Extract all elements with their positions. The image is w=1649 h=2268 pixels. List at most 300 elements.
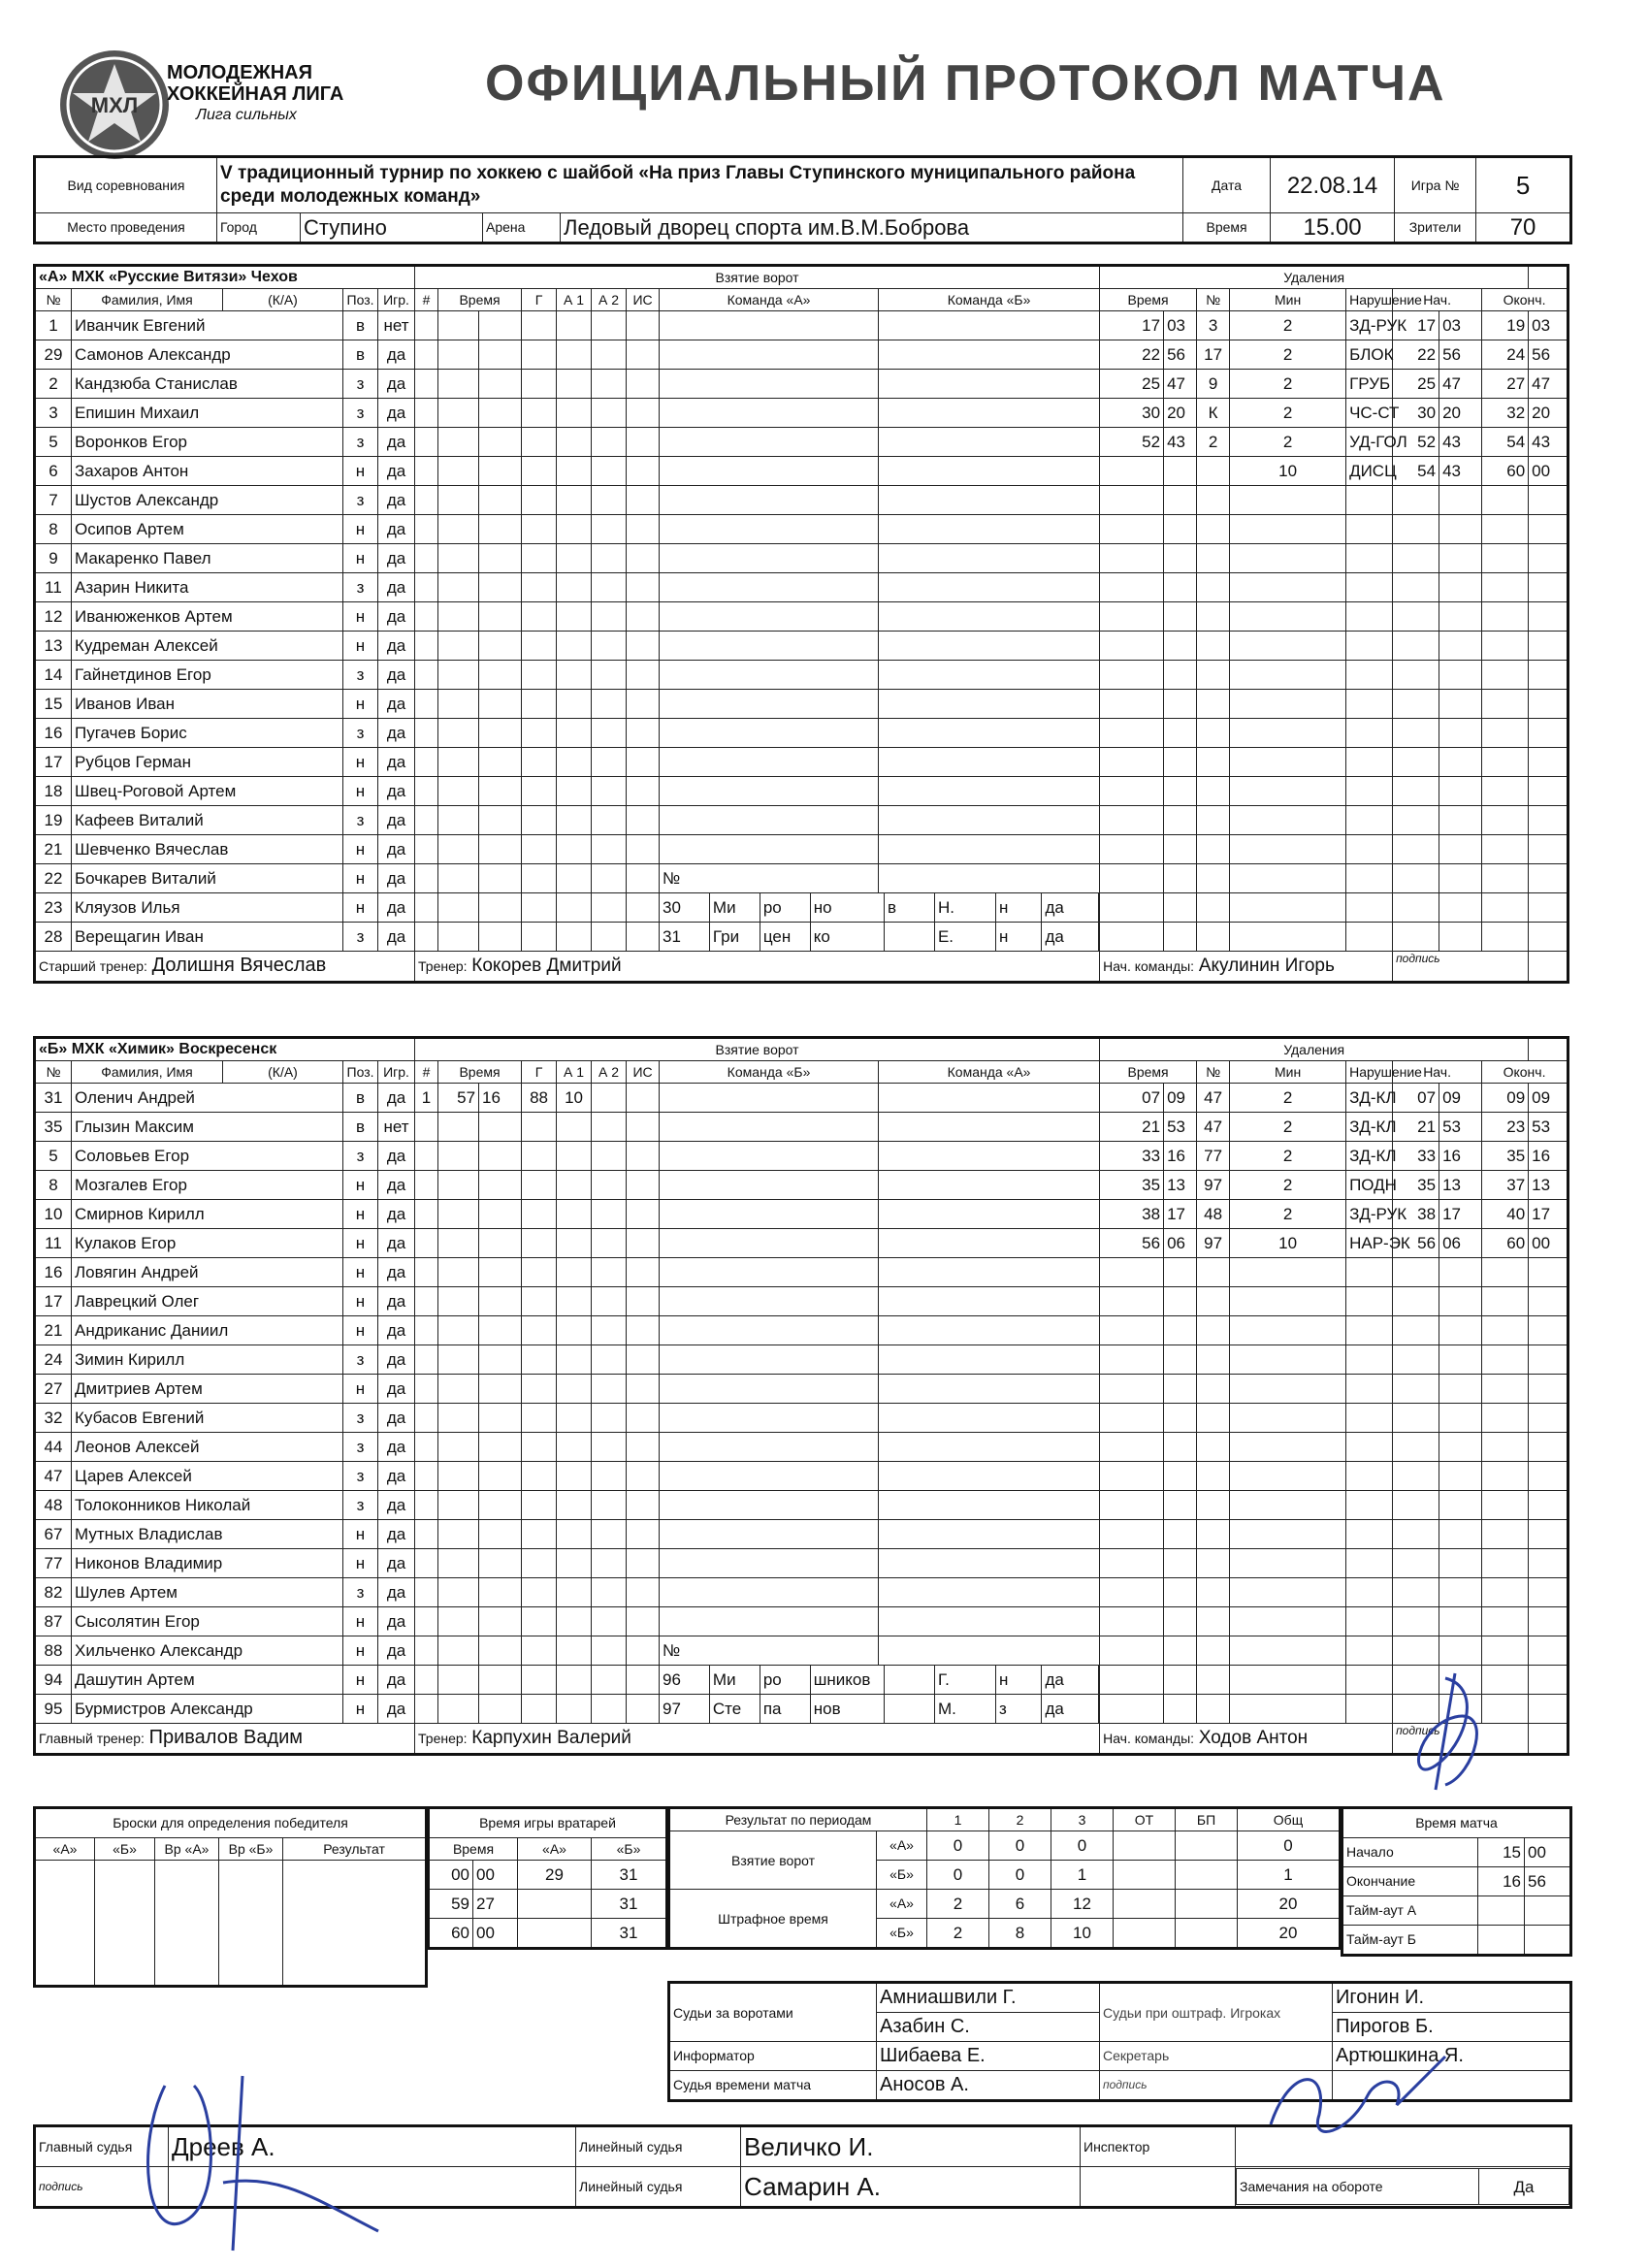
player-number: 21 [35, 835, 72, 864]
player-played: да [378, 515, 415, 544]
pen-end-min [1482, 1287, 1529, 1316]
player-name: Бочкарев Виталий [72, 864, 343, 893]
pen-minutes: 2 [1230, 1171, 1346, 1200]
teamB-col-on-ice-b: Команда «А» [879, 1061, 1100, 1084]
goalie-c6: н [995, 893, 1042, 922]
goal-scorer [522, 399, 557, 428]
goal-scorer [522, 457, 557, 486]
pen-time-min: 07 [1100, 1084, 1164, 1113]
player-position: н [343, 777, 378, 806]
player-number: 15 [35, 690, 72, 719]
pen-minutes [1230, 806, 1346, 835]
meta-table [33, 155, 1572, 244]
goal-scorer [522, 1345, 557, 1375]
teamA-col-num: № [35, 289, 72, 311]
pen-start-min [1393, 1578, 1439, 1607]
goal-time-min [438, 893, 479, 923]
goalie-c1: Ми [709, 1666, 760, 1694]
goal-situation [627, 602, 660, 632]
player-played: да [378, 632, 415, 661]
player-row [35, 311, 1568, 340]
goal-assist2 [592, 370, 627, 399]
gk-time-row3-a [518, 1919, 592, 1949]
goal-situation [627, 370, 660, 399]
goal-assist1 [557, 835, 592, 864]
pen-end-min [1482, 1462, 1529, 1491]
period-goals-a-ot [1114, 1831, 1176, 1861]
goal-situation [627, 486, 660, 515]
goal-judge-1: Амниашвили Г. [877, 1983, 1100, 2013]
player-position: з [343, 661, 378, 690]
goal-scorer [522, 311, 557, 340]
player-number: 31 [35, 1084, 72, 1113]
player-position: з [343, 1345, 378, 1375]
teamA-col-on-ice-b: Команда «Б» [879, 289, 1100, 311]
gk-time-row2-sec: 27 [473, 1890, 518, 1919]
date-value: 22.08.14 [1271, 157, 1395, 213]
pen-minutes [1230, 1287, 1346, 1316]
player-name: Шулев Артем [72, 1578, 343, 1607]
player-number: 16 [35, 1258, 72, 1287]
pen-time-min: 33 [1100, 1142, 1164, 1171]
pen-start-min [1393, 923, 1439, 952]
period-goals-a-3: 0 [1051, 1831, 1114, 1861]
pen-violation [1346, 1287, 1393, 1316]
goal-assist2 [592, 1578, 627, 1607]
pen-start-min [1393, 661, 1439, 690]
goal-time-min [438, 1666, 479, 1695]
goalie-c6: з [995, 1695, 1042, 1723]
teamA-col-pos: Поз. [343, 289, 378, 311]
goal-assist1 [557, 340, 592, 370]
goal-time-sec [479, 1258, 522, 1287]
goal-assist2 [592, 1084, 627, 1113]
goal-time-sec [479, 1229, 522, 1258]
pen-time-sec [1164, 1636, 1197, 1666]
pen-time-min: 30 [1100, 399, 1164, 428]
pen-player-no: 2 [1197, 428, 1230, 457]
pen-player-no [1197, 544, 1230, 573]
player-played: да [378, 1607, 415, 1636]
goal-assist2 [592, 1200, 627, 1229]
player-position: н [343, 1287, 378, 1316]
goal-no [415, 661, 438, 690]
pen-end-min [1482, 573, 1529, 602]
goal-assist2 [592, 835, 627, 864]
pen-time-sec [1164, 1549, 1197, 1578]
goal-situation [627, 719, 660, 748]
pen-end-sec [1529, 486, 1568, 515]
goal-assist1 [557, 1549, 592, 1578]
goal-assist2 [592, 515, 627, 544]
period-pim-a-2: 6 [989, 1890, 1051, 1919]
goal-assist1 [557, 1113, 592, 1142]
goal-time-min [438, 311, 479, 340]
goal-time-sec [479, 661, 522, 690]
goal-no [415, 1491, 438, 1520]
player-number: 27 [35, 1375, 72, 1404]
goal-time-min [438, 457, 479, 486]
pen-minutes [1230, 1316, 1346, 1345]
player-number: 7 [35, 486, 72, 515]
manager-label: Нач. команды: [1103, 1731, 1195, 1746]
goal-assist1 [557, 923, 592, 952]
player-row [35, 1287, 1568, 1316]
pen-time-min [1100, 661, 1164, 690]
pen-start-sec [1439, 602, 1482, 632]
pen-end-sec: 17 [1529, 1200, 1568, 1229]
player-position: н [343, 1200, 378, 1229]
pen-start-sec [1439, 632, 1482, 661]
period-goals-a-total: 0 [1238, 1831, 1341, 1861]
goal-time-min [438, 777, 479, 806]
teamB-col-pen-violation: Нарушение [1346, 1061, 1393, 1084]
goal-no [415, 719, 438, 748]
player-row [35, 923, 1568, 952]
goal-time-sec [479, 835, 522, 864]
player-position: н [343, 515, 378, 544]
goalie-c2: ро [760, 893, 810, 922]
pen-end-sec [1529, 777, 1568, 806]
player-name: Дмитриев Артем [72, 1375, 343, 1404]
player-position: н [343, 544, 378, 573]
signature-team-b [1377, 1669, 1523, 1795]
period-pim-b-2: 8 [989, 1919, 1051, 1949]
player-number: 88 [35, 1636, 72, 1666]
player-position: н [343, 602, 378, 632]
goal-time-min [438, 864, 479, 893]
goal-time-sec [479, 399, 522, 428]
goal-no [415, 1404, 438, 1433]
pen-end-sec: 20 [1529, 399, 1568, 428]
player-row [35, 573, 1568, 602]
goal-situation [627, 1345, 660, 1375]
pen-player-no [1197, 1433, 1230, 1462]
pen-violation [1346, 1375, 1393, 1404]
player-row [35, 632, 1568, 661]
player-row [35, 602, 1568, 632]
goal-scorer [522, 1229, 557, 1258]
player-played: да [378, 1345, 415, 1375]
pen-time-sec [1164, 777, 1197, 806]
player-number: 28 [35, 923, 72, 952]
goal-no [415, 1520, 438, 1549]
remarks-value: Да [1479, 2169, 1569, 2205]
goal-no [415, 544, 438, 573]
goal-assist2 [592, 1345, 627, 1375]
teamB-manager [1100, 1724, 1393, 1755]
goal-scorer [522, 370, 557, 399]
pen-time-sec [1164, 1316, 1197, 1345]
pen-end-min [1482, 748, 1529, 777]
pen-time-min [1100, 719, 1164, 748]
shootout-col-gk-a: Вр «А» [155, 1838, 219, 1861]
pen-time-min [1100, 1462, 1164, 1491]
date-label: Дата [1183, 157, 1271, 213]
teamA-col-situation: ИС [627, 289, 660, 311]
pen-player-no: 47 [1197, 1084, 1230, 1113]
remarks-label: Замечания на обороте [1237, 2169, 1479, 2205]
goalie-c7: да [1042, 923, 1099, 951]
player-played: да [378, 428, 415, 457]
goal-time-sec [479, 1113, 522, 1142]
pen-minutes: 2 [1230, 399, 1346, 428]
goal-no [415, 690, 438, 719]
goal-assist1 [557, 457, 592, 486]
pen-violation [1346, 544, 1393, 573]
goalie-c3: нов [810, 1695, 884, 1723]
goal-time-sec [479, 1404, 522, 1433]
goal-scorer [522, 632, 557, 661]
pen-time-min [1100, 515, 1164, 544]
goalie-time-title: Время игры вратарей [429, 1808, 667, 1838]
match-start-min: 00 [1525, 1838, 1571, 1867]
pen-time-sec: 53 [1164, 1113, 1197, 1142]
pen-start-min: 35 [1393, 1171, 1439, 1200]
player-played: да [378, 1171, 415, 1200]
player-name: Мозгалев Егор [72, 1171, 343, 1200]
goal-assist1 [557, 1666, 592, 1695]
player-position: з [343, 1462, 378, 1491]
goal-situation [627, 632, 660, 661]
pen-time-sec [1164, 1520, 1197, 1549]
pen-player-no [1197, 515, 1230, 544]
player-position: н [343, 457, 378, 486]
player-row [35, 1636, 1568, 1666]
player-name: Андриканис Даниил [72, 1316, 343, 1345]
pen-time-sec [1164, 1578, 1197, 1607]
pen-time-min [1100, 1666, 1164, 1695]
teamA-col-goal-no: # [415, 289, 438, 311]
pen-time-min [1100, 864, 1164, 893]
pen-end-sec [1529, 1636, 1568, 1666]
pen-player-no: 17 [1197, 340, 1230, 370]
player-number: 16 [35, 719, 72, 748]
pen-start-min: 07 [1393, 1084, 1439, 1113]
period-goals-b-ot [1114, 1861, 1176, 1890]
goal-situation [627, 1375, 660, 1404]
goal-time-sec [479, 1171, 522, 1200]
goal-assist1 [557, 777, 592, 806]
goal-time-min [438, 340, 479, 370]
referee-label: Главный судья [35, 2126, 169, 2167]
goal-no [415, 1433, 438, 1462]
pen-end-sec [1529, 1316, 1568, 1345]
player-name: Никонов Владимир [72, 1549, 343, 1578]
pen-start-min [1393, 632, 1439, 661]
shootout-col-a: «А» [35, 1838, 95, 1861]
pen-violation [1346, 1316, 1393, 1345]
goal-assist2 [592, 1520, 627, 1549]
player-name: Толоконников Николай [72, 1491, 343, 1520]
player-number: 18 [35, 777, 72, 806]
player-played: да [378, 806, 415, 835]
pen-start-sec: 13 [1439, 1171, 1482, 1200]
pen-time-sec [1164, 661, 1197, 690]
pen-minutes [1230, 544, 1346, 573]
goal-scorer [522, 573, 557, 602]
goal-assist2 [592, 486, 627, 515]
pen-start-sec [1439, 719, 1482, 748]
teamB-col-situation: ИС [627, 1061, 660, 1084]
pen-minutes [1230, 1695, 1346, 1724]
goal-situation [627, 1433, 660, 1462]
pen-time-min [1100, 893, 1164, 923]
pen-end-min [1482, 1491, 1529, 1520]
competition-label: Вид соревнования [35, 157, 217, 213]
arena-label: Арена [483, 213, 561, 243]
player-played: да [378, 1084, 415, 1113]
goal-assist2 [592, 1695, 627, 1724]
goal-assist2 [592, 1375, 627, 1404]
goal-assist2 [592, 1171, 627, 1200]
period-col-1: 1 [927, 1808, 989, 1831]
player-row [35, 1666, 1568, 1695]
pen-minutes [1230, 515, 1346, 544]
pen-end-min: 60 [1482, 457, 1529, 486]
pen-start-min [1393, 1607, 1439, 1636]
pen-minutes [1230, 1433, 1346, 1462]
player-name: Мутных Владислав [72, 1520, 343, 1549]
goal-time-min [438, 1607, 479, 1636]
pen-violation [1346, 835, 1393, 864]
goal-time-sec [479, 602, 522, 632]
pen-end-sec [1529, 1666, 1568, 1695]
linesman2-value: Самарин А. [741, 2167, 1081, 2208]
game-label: Игра № [1395, 157, 1476, 213]
pen-player-no [1197, 1491, 1230, 1520]
pen-player-no [1197, 1258, 1230, 1287]
goal-time-min [438, 1578, 479, 1607]
goal-assist2 [592, 399, 627, 428]
pen-violation [1346, 864, 1393, 893]
pen-start-min: 21 [1393, 1113, 1439, 1142]
goal-no [415, 457, 438, 486]
teamA-col-pen-no: № [1197, 289, 1230, 311]
player-number: 11 [35, 573, 72, 602]
pen-minutes [1230, 1578, 1346, 1607]
goal-situation [627, 1520, 660, 1549]
pen-player-no [1197, 661, 1230, 690]
pen-player-no: 9 [1197, 370, 1230, 399]
shootout-table [33, 1806, 428, 1988]
pen-end-min [1482, 864, 1529, 893]
player-number: 5 [35, 428, 72, 457]
goalie-c3: ко [810, 923, 884, 951]
goal-time-sec [479, 311, 522, 340]
goal-assist1 [557, 486, 592, 515]
goal-assist2 [592, 864, 627, 893]
goal-assist1 [557, 1636, 592, 1666]
goal-time-sec [479, 1695, 522, 1724]
pen-time-sec [1164, 1491, 1197, 1520]
coach-label: Тренер: [418, 958, 468, 974]
goal-assist1 [557, 661, 592, 690]
goalie-num: 31 [660, 923, 709, 951]
pen-start-sec [1439, 864, 1482, 893]
penalty-judges-label: Судьи при оштраф. Игроках [1100, 1983, 1333, 2042]
goal-scorer [522, 602, 557, 632]
pen-minutes: 2 [1230, 1113, 1346, 1142]
player-row [35, 1578, 1568, 1607]
player-played: да [378, 340, 415, 370]
goal-situation [627, 690, 660, 719]
pen-time-sec: 43 [1164, 428, 1197, 457]
period-col-so: БП [1176, 1808, 1238, 1831]
pen-end-sec [1529, 893, 1568, 923]
goal-scorer [522, 1666, 557, 1695]
pen-end-min [1482, 1316, 1529, 1345]
pen-time-sec [1164, 1607, 1197, 1636]
goal-assist1 [557, 806, 592, 835]
goal-time-min [438, 515, 479, 544]
teamA-col-played: Игр. [378, 289, 415, 311]
player-position: з [343, 370, 378, 399]
pen-minutes [1230, 923, 1346, 952]
goal-time-sec: 16 [479, 1084, 522, 1113]
pen-end-min: 40 [1482, 1200, 1529, 1229]
goal-assist2 [592, 1404, 627, 1433]
player-position: н [343, 1316, 378, 1345]
pen-start-min [1393, 777, 1439, 806]
goal-situation [627, 515, 660, 544]
pen-end-min: 27 [1482, 370, 1529, 399]
goal-situation [627, 835, 660, 864]
pen-end-min: 37 [1482, 1171, 1529, 1200]
pen-end-sec [1529, 632, 1568, 661]
player-name: Кандзюба Станислав [72, 370, 343, 399]
time-value: 15.00 [1271, 213, 1395, 243]
player-name: Кубасов Евгений [72, 1404, 343, 1433]
teamA-col-pen-end: Оконч. [1482, 289, 1568, 311]
pen-time-sec [1164, 602, 1197, 632]
pen-start-sec: 47 [1439, 370, 1482, 399]
pen-violation: ПОДН [1346, 1171, 1393, 1200]
goal-time-min [438, 632, 479, 661]
pen-minutes [1230, 486, 1346, 515]
goalie-num: 96 [660, 1666, 709, 1694]
goal-situation [627, 1695, 660, 1724]
player-position: н [343, 1520, 378, 1549]
player-name: Епишин Михаил [72, 399, 343, 428]
pen-time-sec [1164, 1695, 1197, 1724]
pen-minutes: 2 [1230, 428, 1346, 457]
teamA-col-ka: (К/А) [223, 289, 343, 311]
match-end-min: 56 [1525, 1867, 1571, 1896]
goal-assist1 [557, 1578, 592, 1607]
player-row [35, 1258, 1568, 1287]
pen-end-min: 24 [1482, 340, 1529, 370]
goal-no [415, 573, 438, 602]
goal-situation [627, 1404, 660, 1433]
player-number: 35 [35, 1113, 72, 1142]
player-played: да [378, 835, 415, 864]
goal-assist1 [557, 1404, 592, 1433]
teamA-coach [415, 952, 1100, 983]
goal-time-min [438, 1520, 479, 1549]
goal-time-sec [479, 1462, 522, 1491]
shootout-title: Броски для определения победителя [35, 1808, 427, 1838]
goalie-c7: да [1042, 1666, 1099, 1694]
pen-start-min: 56 [1393, 1229, 1439, 1258]
pen-start-min [1393, 515, 1439, 544]
pen-time-sec [1164, 923, 1197, 952]
team-b-section [33, 1036, 1569, 1756]
player-name: Рубцов Герман [72, 748, 343, 777]
player-name: Иванов Иван [72, 690, 343, 719]
pen-violation: ЗД-КЛ [1346, 1142, 1393, 1171]
goal-assist2 [592, 719, 627, 748]
